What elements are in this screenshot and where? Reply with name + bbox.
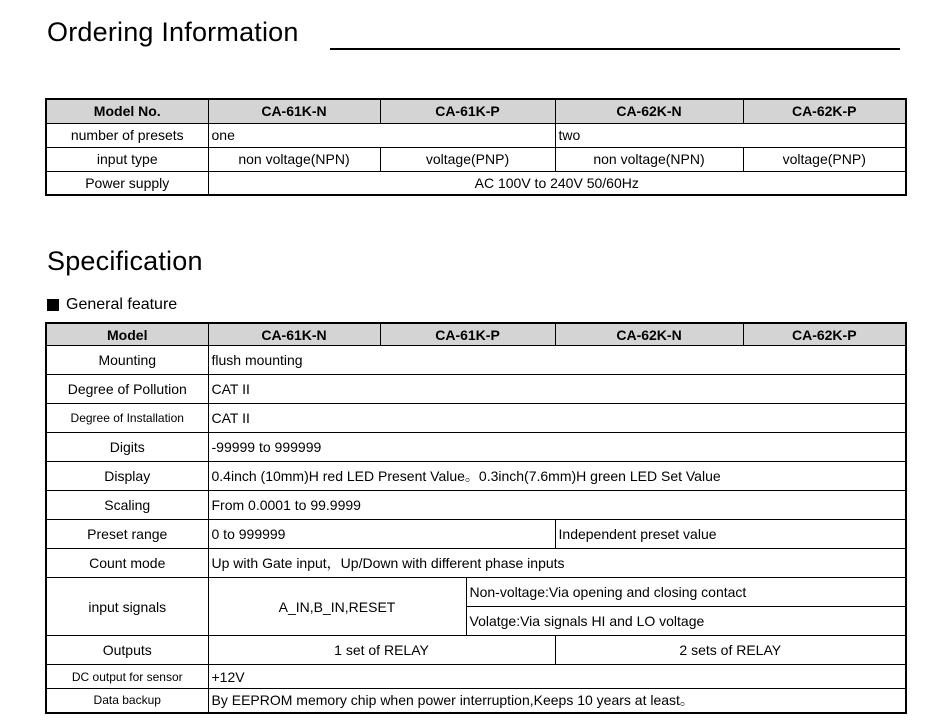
row-label: Digits: [46, 433, 208, 462]
row-label: Scaling: [46, 491, 208, 520]
table-cell: two: [555, 123, 906, 147]
row-label: Display: [46, 462, 208, 491]
table-row: [46, 346, 906, 375]
row-label: DC output for sensor: [46, 665, 208, 689]
square-bullet-icon: [47, 299, 59, 311]
table-cell: By EEPROM memory chip when power interruption,Keeps 10 years at least。: [208, 689, 906, 713]
section-subtitle: [47, 296, 177, 314]
header-cell: CA-62K-P: [743, 99, 906, 123]
table-cell: 0 to 999999: [208, 520, 555, 549]
table-row: [46, 636, 906, 665]
table-cell: AC 100V to 240V 50/60Hz: [208, 171, 906, 195]
title-underline: [330, 48, 900, 50]
table-row: [46, 404, 906, 433]
row-label: Degree of Pollution: [46, 375, 208, 404]
header-cell: CA-62K-N: [555, 323, 743, 346]
table-cell: -99999 to 999999: [208, 433, 906, 462]
header-cell: CA-61K-P: [380, 99, 555, 123]
header-cell: CA-61K-P: [380, 323, 555, 346]
row-label: input signals: [46, 578, 208, 636]
row-label: Mounting: [46, 346, 208, 375]
table-row: [46, 123, 906, 147]
table-cell: Independent preset value: [555, 520, 906, 549]
table-cell: voltage(PNP): [743, 147, 906, 171]
table-cell: voltage(PNP): [380, 147, 555, 171]
table-cell: Non-voltage:Via opening and closing contact: [466, 578, 906, 607]
table-cell: Up with Gate input，Up/Down with different phase inputs: [208, 549, 906, 578]
row-label: input type: [46, 147, 208, 171]
table-cell: +12V: [208, 665, 906, 689]
table-cell: one: [208, 123, 555, 147]
table-row: [46, 520, 906, 549]
header-cell: Model: [46, 323, 208, 346]
row-label: Data backup: [46, 689, 208, 713]
row-label: Power supply: [46, 171, 208, 195]
table-row: [46, 491, 906, 520]
specification-title: Specification: [47, 246, 203, 276]
table-header-row: [46, 99, 906, 123]
table-cell: non voltage(NPN): [208, 147, 380, 171]
table-row: [46, 433, 906, 462]
header-cell: CA-62K-P: [743, 323, 906, 346]
table-cell: A_IN,B_IN,RESET: [208, 578, 466, 636]
table-row: [46, 147, 906, 171]
table-cell: 2 sets of RELAY: [555, 636, 906, 665]
header-cell: Model No.: [46, 99, 208, 123]
table-row: [46, 375, 906, 404]
table-cell: CAT II: [208, 404, 906, 433]
table-row: [46, 665, 906, 689]
table-cell: 0.4inch (10mm)H red LED Present Value。0.3inch(7.6mm)H green LED Set Value: [208, 462, 906, 491]
ordering-title: Ordering Information: [47, 17, 299, 47]
table-cell: flush mounting: [208, 346, 906, 375]
table-cell: CAT II: [208, 375, 906, 404]
table-row: [46, 689, 906, 713]
ordering-table: [45, 98, 907, 196]
table-cell: Volatge:Via signals HI and LO voltage: [466, 607, 906, 636]
header-cell: CA-61K-N: [208, 99, 380, 123]
table-row: [46, 578, 906, 607]
table-row: [46, 549, 906, 578]
table-header-row: [46, 323, 906, 346]
header-cell: CA-61K-N: [208, 323, 380, 346]
table-cell: From 0.0001 to 99.9999: [208, 491, 906, 520]
header-cell: CA-62K-N: [555, 99, 743, 123]
table-cell: non voltage(NPN): [555, 147, 743, 171]
specification-table: [45, 322, 907, 714]
subtitle-text: General feature: [66, 296, 178, 313]
table-row: [46, 171, 906, 195]
row-label: Degree of Installation: [46, 404, 208, 433]
table-cell: 1 set of RELAY: [208, 636, 555, 665]
row-label: Outputs: [46, 636, 208, 665]
table-row: [46, 462, 906, 491]
row-label: Count mode: [46, 549, 208, 578]
row-label: Preset range: [46, 520, 208, 549]
row-label: number of presets: [46, 123, 208, 147]
